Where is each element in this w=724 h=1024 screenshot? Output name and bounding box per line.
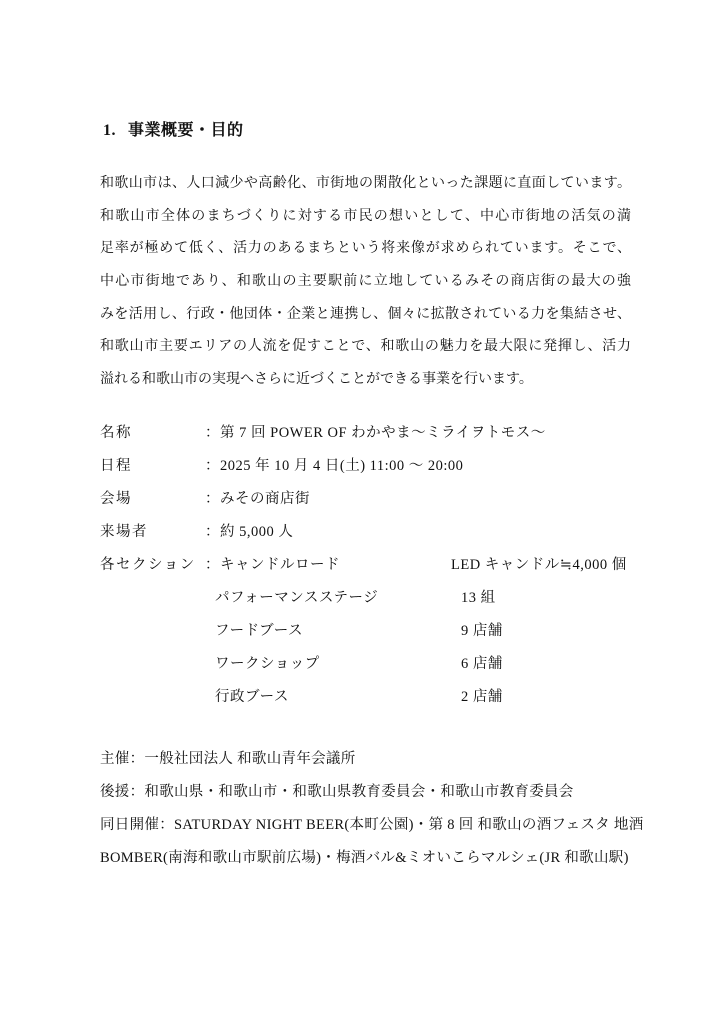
intro-line: 中心市街地であり、和歌山の主要駅前に立地しているみその商店街の最大の強: [100, 274, 631, 290]
detail-count: 13 組: [461, 590, 496, 606]
same-day-events-line: 同日開催：SATURDAY NIGHT BEER(本町公園)・第 8 回 和歌山の酒フェスタ 地酒: [100, 817, 644, 833]
detail-value: ：みその商店街: [205, 491, 310, 507]
detail-row-section-candle-road: [100, 549, 660, 582]
intro-line: みを活用し、行政・他団体・企業と連携し、個々に拡散されている力を集結させ、: [100, 306, 631, 322]
detail-row-section-gov-booth: [100, 681, 660, 714]
detail-value: ：第 7 回 POWER OF わかやま～ミライヲトモス～: [205, 425, 546, 441]
detail-value: ：キャンドルロード: [205, 557, 340, 573]
detail-count: 2 店舗: [461, 689, 503, 705]
intro-line: 和歌山市主要エリアの人流を促すことで、和歌山の魅力を最大限に発揮し、活力: [100, 339, 631, 355]
detail-label: 日程: [100, 458, 132, 474]
detail-count: LED キャンドル≒4,000 個: [451, 557, 627, 573]
detail-value: パフォーマンスステージ: [215, 590, 379, 606]
detail-row-name: [100, 417, 660, 450]
same-day-events-line-continued: BOMBER(南海和歌山市駅前広場)・梅酒バル&ミオいこらマルシェ(JR 和歌山駅): [100, 850, 629, 866]
detail-row-section-performance-stage: [100, 582, 660, 615]
support-line: 後援：和歌山県・和歌山市・和歌山県教育委員会・和歌山市教育委員会: [100, 784, 574, 800]
intro-line: 溢れる和歌山市の実現へさらに近づくことができる事業を行います。: [100, 372, 533, 388]
heading-title: 事業概要・目的: [128, 122, 244, 139]
organizer-block: [100, 743, 700, 875]
detail-value: ：2025 年 10 月 4 日(土) 11:00 ～ 20:00: [205, 458, 464, 474]
detail-count: 6 店舗: [461, 656, 503, 672]
detail-value: ：約 5,000 人: [205, 524, 294, 540]
heading-number: 1.: [103, 122, 116, 139]
detail-label: 会場: [100, 491, 132, 507]
detail-row-section-food-booth: [100, 615, 660, 648]
event-details-list: [100, 417, 660, 714]
detail-row-venue: [100, 483, 660, 516]
intro-paragraph: [100, 168, 631, 397]
section-heading: [103, 117, 244, 140]
intro-line: 足率が極めて低く、活力のあるまちという将来像が求められています。そこで、: [100, 241, 631, 257]
detail-row-section-workshop: [100, 648, 660, 681]
detail-count: 9 店舗: [461, 623, 503, 639]
intro-line: 和歌山市全体のまちづくりに対する市民の想いとして、中心市街地の活気の満: [100, 208, 631, 224]
detail-label: 名称: [100, 425, 132, 441]
intro-line: 和歌山市は、人口減少や高齢化、市街地の閑散化といった課題に直面しています。: [100, 176, 631, 191]
detail-row-date: [100, 450, 660, 483]
organizer-line: 主催：一般社団法人 和歌山青年会議所: [100, 751, 356, 767]
detail-label: 来場者: [100, 524, 148, 540]
detail-value: ワークショップ: [215, 656, 320, 672]
detail-value: フードブース: [215, 623, 303, 639]
detail-row-visitors: [100, 516, 660, 549]
detail-value: 行政ブース: [215, 689, 289, 705]
detail-label: 各セクション: [100, 557, 196, 573]
